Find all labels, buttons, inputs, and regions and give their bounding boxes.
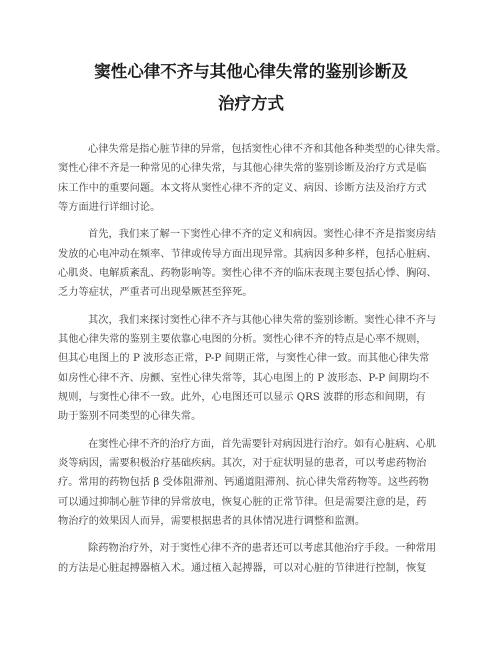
- text-line: 心肌炎、电解质紊乱、药物影响等。窦性心律不齐的临床表现主要包括心悸、胸闷、: [58, 267, 437, 279]
- text-line: 等方面进行详细讨论。: [58, 201, 161, 213]
- text-line: 乏力等症状，严重者可出现晕厥甚至猝死。: [58, 287, 253, 299]
- text-line: 物治疗的效果因人而异，需要根据患者的具体情况进行调整和监测。: [58, 515, 366, 527]
- text-line: 助于鉴别不同类型的心律失常。: [58, 411, 202, 423]
- document-title: [58, 56, 444, 120]
- text-line: 发放的心电冲动在频率、节律或传导方面出现异常。其病因多种多样，包括心脏病、: [58, 248, 437, 260]
- paragraph-differential-diagnosis: [58, 311, 444, 427]
- text-line: 其次，我们来探讨窦性心律不齐与其他心律失常的鉴别诊断。窦性心律不齐与: [88, 314, 437, 326]
- paragraph-treatment: [58, 435, 444, 531]
- text-line: 床工作中的重要问题。本文将从窦性心律不齐的定义、病因、诊断方法及治疗方式: [58, 182, 427, 194]
- text-line: 心律失常是指心脏节律的异常，包括窦性心律不齐和其他各种类型的心律失常。: [88, 144, 447, 155]
- title-line-1: 窦性心律不齐与其他心律失常的鉴别诊断及: [94, 62, 408, 81]
- paragraph-definition: [58, 225, 444, 302]
- text-line: 窦性心律不齐是一种常见的心律失常，与其他心律失常的鉴别诊断及治疗方式是临: [58, 163, 427, 175]
- text-line: 如房性心律不齐、房颤、室性心律失常等，其心电图上的 P 波形态、P-P 间期均不: [58, 372, 430, 384]
- paragraph-other-treatment: [58, 539, 444, 578]
- text-line: 其他心律失常的鉴别主要依靠心电图的分析。窦性心律不齐的特点是心率不规则，: [58, 334, 427, 346]
- text-line: 除药物治疗外，对于窦性心律不齐的患者还可以考虑其他治疗手段。一种常用: [88, 543, 437, 555]
- text-line: 首先，我们来了解一下窦性心律不齐的定义和病因。窦性心律不齐是指窦房结: [88, 229, 437, 241]
- text-line: 的方法是心脏起搏器植入术。通过植入起搏器，可以对心脏的节律进行控制，恢复: [58, 562, 427, 574]
- paragraph-intro: [58, 140, 447, 217]
- document-body: [58, 140, 447, 578]
- text-line: 在窦性心律不齐的治疗方面，首先需要针对病因进行治疗。如有心脏病、心肌: [88, 438, 437, 450]
- title-line-2: 治疗方式: [218, 94, 284, 113]
- text-line: 规则，与窦性心律不一致。此外，心电图还可以显示 QRS 波群的形态和间期，有: [58, 391, 426, 403]
- text-line: 疗。常用的药物包括 β 受体阻滞剂、钙通道阻滞剂、抗心律失常药物等。这些药物: [58, 477, 429, 489]
- text-line: 但其心电图上的 P 波形态正常，P-P 间期正常，与窦性心律一致。而其他心律失常: [58, 353, 430, 365]
- text-line: 可以通过抑制心脏节律的异常放电，恢复心脏的正常节律。但是需要注意的是，药: [58, 496, 427, 508]
- text-line: 炎等病因，需要积极治疗基础疾病。其次，对于症状明显的患者，可以考虑药物治: [58, 458, 427, 470]
